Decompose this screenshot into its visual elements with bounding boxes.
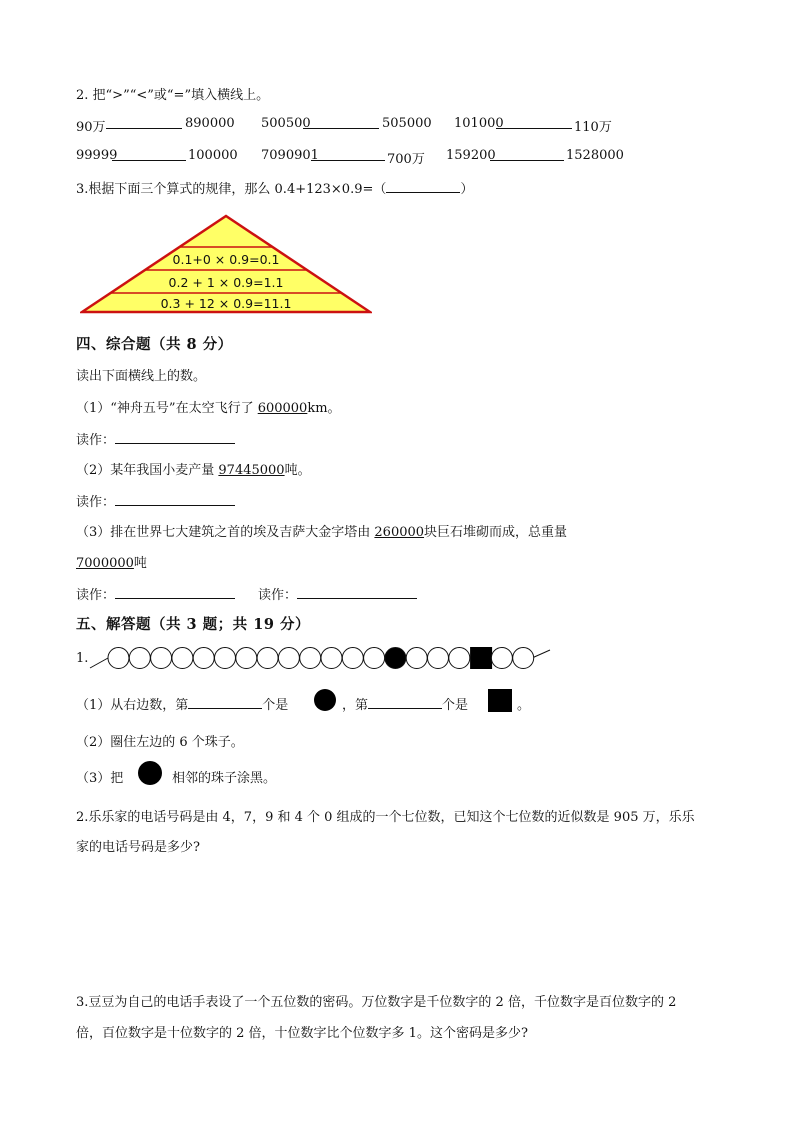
compare-6-right: 1528000 (566, 148, 624, 163)
question-5-2-line-1: 2.乐乐家的电话号码是由 4，7，9 和 4 个 0 组成的一个七位数，已知这个七位数的近似数是 905 万，乐乐 (76, 810, 695, 825)
read-label: 读作： (76, 495, 116, 510)
read-answer-3a (76, 584, 235, 603)
compare-5-left: 7090901 (261, 148, 319, 163)
compare-4-right: 100000 (188, 148, 238, 163)
pyramid-equation-3: 0.3 + 12 × 0.9=11.1 (160, 296, 292, 311)
question-5-1-2: （2）圈住左边的 6 个珠子。 (76, 735, 244, 750)
read-label: 读作： (76, 588, 116, 603)
item-3-number-2: 7000000 (76, 556, 134, 571)
compare-1-blank[interactable] (106, 116, 182, 129)
q5-1-1-blank-1[interactable] (188, 696, 262, 709)
white-bead (172, 648, 193, 669)
question-5-2-line-2: 家的电话号码是多少? (76, 840, 200, 855)
read-label: 读作： (76, 433, 116, 448)
question-5-1-3-pre: （3）把 (76, 771, 124, 786)
section-4-item-3-line-2 (76, 552, 147, 571)
string-right-end (532, 650, 550, 658)
white-bead (129, 648, 150, 669)
q5-1-1-text-3: 个是 (442, 698, 469, 713)
black-bead-icon (314, 689, 336, 711)
item-3-text: （3）排在世界七大建筑之首的埃及吉萨大金字塔由 (76, 525, 375, 540)
section-4-heading: 四、综合题（共 8 分） (76, 336, 233, 353)
white-bead (449, 648, 470, 669)
question-3-text: 3.根据下面三个算式的规律，那么 0.4+123×0.9=（ (76, 182, 387, 197)
question-2-instruction: 2. 把“>”“<”或“=”填入横线上。 (76, 88, 270, 103)
item-3-text-2: 块巨石堆砌而成，总重量 (424, 525, 568, 540)
read-answer-2 (76, 491, 235, 510)
item-3-unit: 吨 (133, 556, 147, 571)
question-3-close: ） (460, 182, 474, 197)
white-bead (300, 648, 321, 669)
black-square-icon (488, 689, 512, 712)
compare-6-blank[interactable] (490, 148, 564, 161)
compare-4-blank[interactable] (112, 148, 186, 161)
section-4-intro: 读出下面横线上的数。 (76, 369, 207, 384)
section-5-heading: 五、解答题（共 3 题；共 19 分） (76, 616, 310, 633)
white-bead (236, 648, 257, 669)
compare-6-left: 159200 (446, 148, 496, 163)
compare-2-blank[interactable] (303, 116, 379, 129)
q5-1-1-end: 。 (517, 698, 531, 713)
item-2-number: 97445000 (218, 463, 285, 478)
q5-1-1-text: （1）从右边数，第 (76, 698, 189, 713)
white-bead (491, 648, 512, 669)
white-bead (321, 648, 342, 669)
white-bead (428, 648, 449, 669)
compare-3-right: 110万 (574, 120, 612, 135)
compare-1-right: 890000 (185, 116, 235, 131)
white-bead (193, 648, 214, 669)
q5-1-1-sep: ，第 (342, 698, 369, 713)
pattern-pyramid (80, 212, 372, 316)
section-4-item-3 (76, 521, 567, 540)
white-bead (406, 648, 427, 669)
compare-2-left: 500500 (261, 116, 311, 131)
read-answer-3b-blank[interactable] (297, 586, 417, 599)
white-bead (215, 648, 236, 669)
black-bead-icon (138, 761, 162, 785)
item-2-text: （2）某年我国小麦产量 (76, 463, 219, 478)
read-label: 读作： (258, 588, 298, 603)
white-bead (257, 648, 278, 669)
read-answer-3a-blank[interactable] (115, 586, 235, 599)
item-1-number: 600000 (257, 401, 308, 416)
square-bead (470, 647, 492, 669)
read-answer-1-blank[interactable] (115, 431, 235, 444)
item-3-number: 260000 (374, 525, 425, 540)
bead-string (88, 644, 554, 674)
compare-2-right: 505000 (382, 116, 432, 131)
string-left-end (90, 658, 108, 668)
compare-5-right: 700万 (387, 152, 425, 167)
white-bead (513, 648, 534, 669)
pyramid-equation-2: 0.2 + 1 × 0.9=1.1 (168, 275, 284, 290)
compare-5-blank[interactable] (311, 148, 385, 161)
question-5-3-line-2: 倍，百位数字是十位数字的 2 倍，十位数字比个位数字多 1。这个密码是多少? (76, 1026, 528, 1041)
q5-1-1-text-2: 个是 (262, 698, 289, 713)
question-5-1-1 (76, 694, 288, 713)
white-bead (278, 648, 299, 669)
section-4-item-1 (76, 397, 341, 416)
black-bead (385, 648, 406, 669)
section-4-item-2 (76, 459, 311, 478)
q5-1-1-blank-2[interactable] (368, 696, 442, 709)
item-1-text: （1）“神舟五号”在太空飞行了 (76, 401, 258, 416)
item-1-unit: km。 (307, 401, 341, 416)
question-5-3-line-1: 3.豆豆为自己的电话手表设了一个五位数的密码。万位数字是千位数字的 2 倍，千位数字是百位数字的 2 (76, 995, 677, 1010)
read-answer-2-blank[interactable] (115, 493, 235, 506)
question-3-blank[interactable] (386, 180, 460, 193)
white-bead (364, 648, 385, 669)
compare-3-blank[interactable] (496, 116, 572, 129)
compare-1-left: 90万 (76, 120, 106, 135)
compare-4-left: 99999 (76, 148, 118, 163)
question-3 (76, 178, 473, 197)
question-5-1-1-b (342, 694, 468, 713)
question-5-1-3-post: 相邻的珠子涂黑。 (172, 771, 277, 786)
question-5-1-label: 1. (76, 651, 89, 666)
item-2-unit: 吨。 (284, 463, 311, 478)
white-bead (108, 648, 129, 669)
read-answer-1 (76, 429, 235, 448)
read-answer-3b (258, 584, 417, 603)
white-bead (342, 648, 363, 669)
compare-3-left: 101000 (454, 116, 504, 131)
white-bead (151, 648, 172, 669)
pyramid-equation-1: 0.1+0 × 0.9=0.1 (172, 252, 280, 267)
